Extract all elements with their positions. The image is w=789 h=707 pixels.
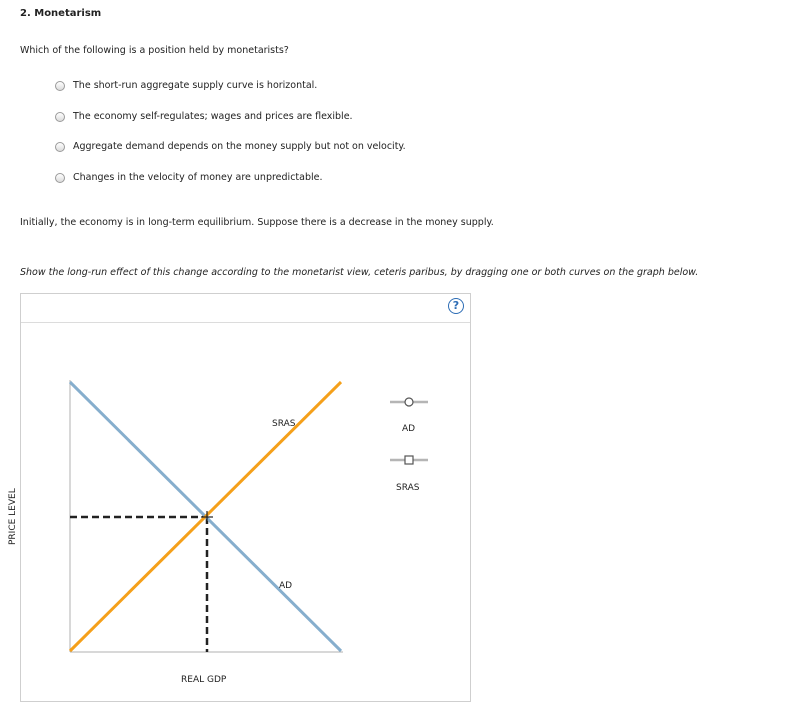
x-axis-label: REAL GDP bbox=[181, 675, 227, 685]
question-text: Which of the following is a position held by monetarists? bbox=[20, 45, 289, 56]
y-axis-label: PRICE LEVEL bbox=[8, 488, 18, 545]
sras-legend-label: SRAS bbox=[396, 483, 420, 493]
ad-legend-handle-icon[interactable] bbox=[405, 398, 413, 406]
page-title: 2. Monetarism bbox=[20, 8, 102, 19]
scenario-text: Initially, the economy is in long-term equilibrium. Suppose there is a decrease in the money supply. bbox=[20, 217, 494, 228]
option-label: Changes in the velocity of money are unpredictable. bbox=[73, 171, 323, 183]
sras-legend-handle-icon[interactable] bbox=[405, 456, 413, 464]
ad-curve-label: AD bbox=[279, 581, 293, 591]
sras-curve-label: SRAS bbox=[272, 419, 296, 429]
instruction-text: Show the long-run effect of this change according to the monetarist view, ceteris paribus, by dragging one or both curves on the graph below. bbox=[20, 267, 699, 278]
ad-legend-label: AD bbox=[402, 424, 416, 434]
option-label: Aggregate demand depends on the money supply but not on velocity. bbox=[73, 141, 406, 152]
option-label: The short-run aggregate supply curve is horizontal. bbox=[73, 80, 318, 91]
help-icon[interactable]: ? bbox=[448, 298, 464, 314]
option-label: The economy self-regulates; wages and prices are flexible. bbox=[73, 110, 353, 122]
